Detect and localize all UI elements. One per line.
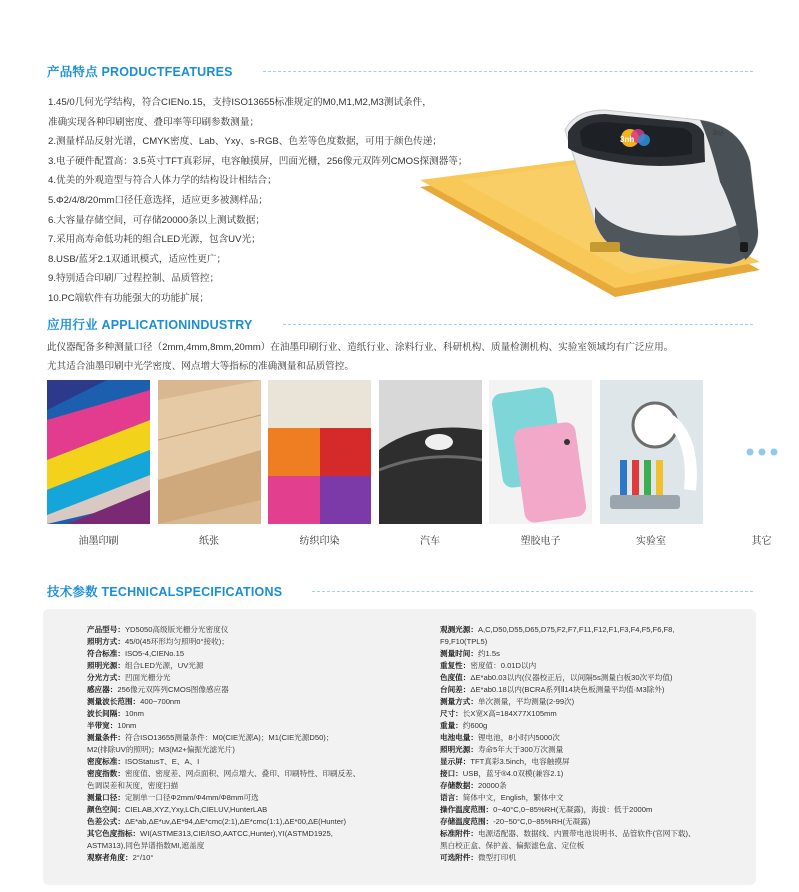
laboratory-image xyxy=(600,380,703,524)
spec-row xyxy=(440,696,740,708)
spec-key: 存储数据： xyxy=(440,781,478,790)
spec-row xyxy=(87,828,392,840)
specs-panel xyxy=(43,609,756,885)
spec-value: 20000条 xyxy=(477,781,507,790)
spec-key: 接口： xyxy=(440,769,463,778)
spec-row xyxy=(440,660,740,672)
spec-key: 测量条件： xyxy=(87,733,125,742)
spec-row xyxy=(87,696,392,708)
spec-row xyxy=(440,828,740,840)
spec-key: 色度值： xyxy=(440,673,471,682)
spec-key: 照明方式： xyxy=(87,637,125,646)
paper-image xyxy=(158,380,261,524)
screen-logo-cyan xyxy=(638,134,650,146)
spec-row xyxy=(440,816,740,828)
features-divider xyxy=(263,71,753,72)
spec-key: 显示屏： xyxy=(440,757,471,766)
spec-value: 45/0(45环形均匀照明0°接收)； xyxy=(124,637,229,646)
spec-key: 色差公式： xyxy=(87,817,125,826)
spec-value: 2°/10° xyxy=(132,853,154,862)
industry-tile-paper xyxy=(158,380,261,547)
spec-key: 观测光源： xyxy=(440,625,478,634)
spec-row xyxy=(440,840,740,852)
spec-row xyxy=(440,852,740,864)
body-logo-text: 3nh xyxy=(711,129,725,139)
spec-value: A,C,D50,D55,D65,D75,F2,F7,F11,F12,F1,F3,F4,F5,F6,F8, xyxy=(477,625,675,634)
industry-label: 塑胶电子 xyxy=(520,536,561,547)
feature-item: 准确实现各种印刷密度、叠印率等印刷参数测量； xyxy=(48,116,260,128)
spec-row xyxy=(440,648,740,660)
spec-key: 符合标准： xyxy=(87,649,125,658)
specs-header xyxy=(47,582,753,600)
spec-value: 256像元双阵列CMOS图像感应器 xyxy=(117,685,229,694)
application-desc-line: 尤其适合油墨印刷中光学密度、网点增大等指标的准确测量和品质管控。 xyxy=(47,361,354,372)
spec-row xyxy=(87,744,392,756)
spec-value: M2(排除UV的照明)；M3(M2+偏振光滤光片) xyxy=(87,745,235,754)
spec-value: CIELAB,XYZ,Yxy,LCh,CIELUV,HunterLAB xyxy=(124,805,268,814)
industry-label: 纺织印染 xyxy=(299,536,340,547)
spec-value: ΔE*ab0.03以内(仪器校正后，以间隔5s测量白板30次平均值) xyxy=(470,673,673,682)
spec-row xyxy=(87,768,392,780)
spectrodensitometer-image xyxy=(400,92,780,302)
feature-item: 4.优美的外观造型与符合人体力学的结构设计相结合； xyxy=(48,175,277,187)
spec-key: 测量波长范围： xyxy=(87,697,141,706)
spec-value: -20~50°C,0~85%RH(无凝露) xyxy=(493,817,591,826)
spec-row xyxy=(440,684,740,696)
spec-value: 锂电池，8小时内5000次 xyxy=(477,733,560,742)
feature-item: 2.测量样品反射光谱，CMYK密度、Lab、Yxy、s-RGB、色差等色度数据，可用于颜色传递； xyxy=(48,136,442,148)
industry-tile-plastic-electronics xyxy=(489,380,592,547)
spec-value: ISO5-4,CIENo.15 xyxy=(124,649,185,658)
spec-row xyxy=(440,804,740,816)
spec-row xyxy=(440,792,740,804)
spec-value: 凹面光栅分光 xyxy=(124,673,171,682)
spec-value: 400~700nm xyxy=(140,697,181,706)
other-image xyxy=(710,380,799,524)
spec-row xyxy=(87,672,392,684)
spec-value: 色调误差和灰度，密度扫描 xyxy=(87,781,179,790)
features-header xyxy=(47,62,753,80)
spec-value: 密度值、密度差、网点面积、网点增大、叠印、印刷特性、印刷反差、 xyxy=(124,769,361,778)
spec-row xyxy=(87,756,392,768)
spec-key: 重量： xyxy=(440,721,463,730)
spec-row xyxy=(87,624,392,636)
application-divider xyxy=(283,324,754,325)
spec-row xyxy=(87,840,392,852)
spec-value: 简体中文，English，繁体中文 xyxy=(462,793,564,802)
spec-key: 电池电量： xyxy=(440,733,478,742)
spec-key: 颜色空间： xyxy=(87,805,125,814)
spec-value: USB，蓝牙®4.0双模(兼容2.1) xyxy=(462,769,564,778)
industry-label: 其它 xyxy=(751,536,772,547)
spec-value: 组合LED光源，UV光源 xyxy=(124,661,204,670)
spec-row xyxy=(440,636,740,648)
spec-key: 可选附件： xyxy=(440,853,478,862)
spec-key: 语言： xyxy=(440,793,463,802)
spec-row xyxy=(87,780,392,792)
spec-key: 测量时间： xyxy=(440,649,478,658)
spec-row xyxy=(87,852,392,864)
spec-key: 重复性： xyxy=(440,661,471,670)
spec-row xyxy=(440,720,740,732)
spec-value: 微型打印机 xyxy=(477,853,516,862)
spec-row xyxy=(87,660,392,672)
ink-printing-image xyxy=(47,380,150,524)
spec-key: 测量方式： xyxy=(440,697,478,706)
spec-value: ΔE*ab,ΔE*uv,ΔE*94,ΔE*cmc(2:1),ΔE*cmc(1:1),ΔE*00,ΔE(Hunter) xyxy=(124,817,347,826)
industry-tiles xyxy=(47,380,799,547)
feature-item: 1.45/0几何光学结构，符合CIENo.15，支持ISO13655标准规定的M0,M1,M2,M3测试条件， xyxy=(48,97,432,108)
spec-value: YD5050高级版光栅分光密度仪 xyxy=(124,625,229,634)
spec-key: 测量口径： xyxy=(87,793,125,802)
spec-key: 密度标准： xyxy=(87,757,125,766)
spec-key: 半带宽： xyxy=(87,721,118,730)
spec-value: ASTM313),同色异谱指数MI,遮盖度 xyxy=(87,841,205,850)
spec-row xyxy=(440,732,740,744)
spec-value: 电源适配器、数据线、内置带电池说明书、品管软件(官网下载)、 xyxy=(477,829,696,838)
spec-value: F9,F10(TPL5) xyxy=(440,637,488,646)
specs-title: 技术参数 TECHNICALSPECIFICATIONS xyxy=(47,585,283,599)
industry-label: 纸张 xyxy=(199,536,219,547)
spec-value: 黑白校正盒、保护盖、偏振滤色盒、定位板 xyxy=(440,841,585,850)
application-title: 应用行业 APPLICATIONINDUSTRY xyxy=(47,318,253,332)
spec-row xyxy=(440,756,740,768)
spec-value: 10nm xyxy=(124,709,144,718)
spec-value: ISOStatusT、E、A、I xyxy=(124,757,200,766)
industry-tile-automotive xyxy=(379,380,482,547)
spec-value: 10nm xyxy=(117,721,137,730)
application-desc-line: 此仪器配备多种测量口径（2mm,4mm,8mm,20mm）在油墨印刷行业、造纸行业、涂料行业、科研机构、质量检测机构、实验室领域均有广泛应用。 xyxy=(47,342,674,353)
spec-row xyxy=(440,744,740,756)
spec-row xyxy=(440,624,740,636)
feature-item: 7.采用高寿命低功耗的组合LED光源，包含UV光； xyxy=(48,234,261,246)
industry-label: 油墨印刷 xyxy=(78,536,119,547)
spec-key: 台间差： xyxy=(440,685,471,694)
application-description xyxy=(47,338,757,376)
spec-row xyxy=(87,804,392,816)
spec-key: 标准附件： xyxy=(440,829,478,838)
spec-row xyxy=(87,708,392,720)
spec-row xyxy=(87,720,392,732)
spec-value: TFT真彩3.5inch，电容触摸屏 xyxy=(470,757,570,766)
features-title: 产品特点 PRODUCTFEATURES xyxy=(47,65,233,79)
spec-key: 分光方式： xyxy=(87,673,125,682)
spec-value: WI(ASTME313,CIE/ISO,AATCC,Hunter),YI(ASTMD1925, xyxy=(140,829,333,838)
spec-value: 寿命5年大于300万次测量 xyxy=(477,745,564,754)
spec-key: 其它色度指标： xyxy=(87,829,141,838)
spec-key: 存储温度范围： xyxy=(440,817,494,826)
industry-label: 实验室 xyxy=(636,536,666,547)
industry-tile-other xyxy=(710,380,799,547)
spec-value: 符合ISO13655测量条件：M0(CIE光源A)；M1(CIE光源D50)； xyxy=(124,733,334,742)
specs-left-column xyxy=(87,624,392,864)
spec-value: 约1.5s xyxy=(477,649,500,658)
spec-key: 观察者角度： xyxy=(87,853,133,862)
spec-row xyxy=(440,708,740,720)
spec-value: 密度值：0.01D以内 xyxy=(470,661,537,670)
device-illustration xyxy=(400,92,780,302)
spec-row xyxy=(87,816,392,828)
spec-key: 照明光源： xyxy=(87,661,125,670)
spec-value: 0~40°C,0~85%RH(无凝露)，海拔：低于2000m xyxy=(493,805,653,814)
spec-value: ΔE*ab0.18以内(BCRA系列Ⅱ14块色板测量平均值·M3除外) xyxy=(470,685,665,694)
application-header xyxy=(47,315,753,333)
spec-row xyxy=(87,636,392,648)
spec-value: 约600g xyxy=(462,721,488,730)
spec-key: 产品型号： xyxy=(87,625,125,634)
industry-tile-laboratory xyxy=(600,380,703,547)
spec-key: 波长间隔： xyxy=(87,709,125,718)
screen-brand-text: 3nh xyxy=(620,135,635,144)
feature-item: 3.电子硬件配置高：3.5英寸TFT真彩屏，电容触摸屏，凹面光栅，256像元双阵列CMOS探测器等； xyxy=(48,155,468,167)
spec-value: 单次测量，平均测量(2-99次) xyxy=(477,697,575,706)
industry-tile-ink-printing xyxy=(47,380,150,547)
spec-row xyxy=(87,684,392,696)
spec-row xyxy=(440,780,740,792)
specs-divider xyxy=(312,591,753,592)
feature-item: 10.PC端软件有功能强大的功能扩展； xyxy=(48,292,209,304)
plastic-electronics-image xyxy=(489,380,592,524)
feature-item: 5.Φ2/4/8/20mm口径任意选择，适应更多被测样品； xyxy=(48,194,268,206)
measuring-aperture xyxy=(590,242,620,252)
textile-image xyxy=(268,380,371,524)
spec-row xyxy=(87,792,392,804)
specs-right-column xyxy=(440,624,740,864)
automotive-image xyxy=(379,380,482,524)
industry-tile-textile xyxy=(268,380,371,547)
spec-key: 照明光源： xyxy=(440,745,478,754)
spec-key: 密度指数： xyxy=(87,769,125,778)
feature-item: 6.大容量存储空间，可存储20000条以上测试数据； xyxy=(48,214,265,226)
usb-port xyxy=(740,242,748,252)
spec-value: 定制单一口径Φ2mm/Φ4mm/Φ8mm可选 xyxy=(124,793,259,802)
feature-item: 9.特别适合印刷厂过程控制、品质管控； xyxy=(48,273,220,285)
spec-row xyxy=(87,648,392,660)
spec-row xyxy=(87,732,392,744)
feature-item: 8.USB/蓝牙2.1双通讯模式，适应性更广； xyxy=(48,253,227,265)
spec-row xyxy=(440,768,740,780)
spec-value: 长X宽X高=184X77X105mm xyxy=(462,709,557,718)
spec-key: 感应器： xyxy=(87,685,118,694)
spec-key: 操作温度范围： xyxy=(440,805,494,814)
industry-label: 汽车 xyxy=(420,536,440,547)
spec-row xyxy=(440,672,740,684)
spec-key: 尺寸： xyxy=(440,709,463,718)
